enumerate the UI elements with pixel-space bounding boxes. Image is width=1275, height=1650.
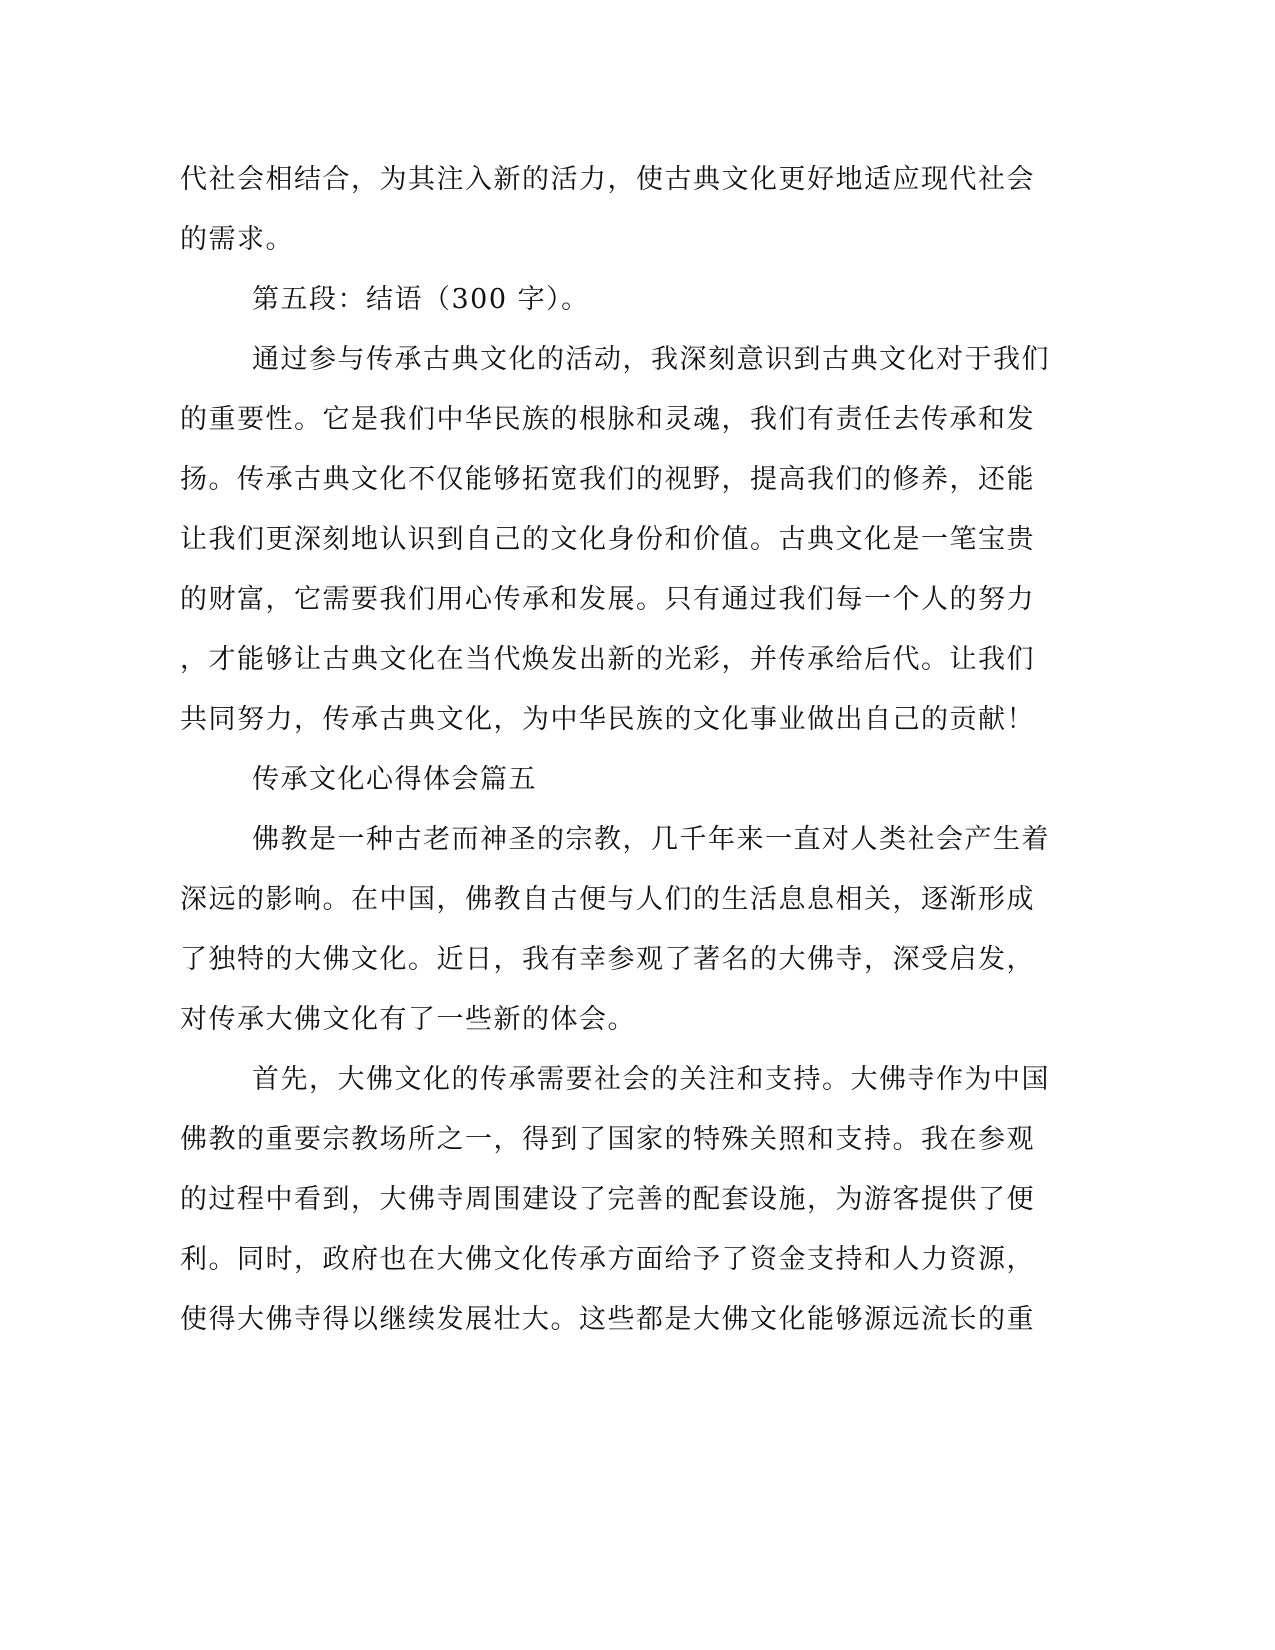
text-line: 对传承大佛文化有了一些新的体会。 — [180, 1004, 636, 1035]
text-line: 首先，大佛文化的传承需要社会的关注和支持。大佛寺作为中国 — [252, 1064, 1050, 1095]
text-line: 深远的影响。在中国，佛教自古便与人们的生活息息相关，逐渐形成 — [180, 884, 1035, 915]
text-line: 的过程中看到，大佛寺周围建设了完善的配套设施，为游客提供了便 — [180, 1184, 1035, 1215]
article-title: 传承文化心得体会篇五 — [252, 764, 537, 795]
text-line: 的重要性。它是我们中华民族的根脉和灵魂，我们有责任去传承和发 — [180, 404, 1035, 435]
text-line: 的财富，它需要我们用心传承和发展。只有通过我们每一个人的努力 — [180, 584, 1035, 615]
text-line: 佛教是一种古老而神圣的宗教，几千年来一直对人类社会产生着 — [252, 824, 1050, 855]
section-heading: 第五段：结语（300 字）。 — [252, 284, 590, 315]
text-line: 利。同时，政府也在大佛文化传承方面给予了资金支持和人力资源， — [180, 1244, 1035, 1275]
text-line: 代社会相结合，为其注入新的活力，使古典文化更好地适应现代社会 — [180, 164, 1035, 195]
text-line: 共同努力，传承古典文化，为中华民族的文化事业做出自己的贡献！ — [180, 704, 1035, 735]
text-line: 佛教的重要宗教场所之一，得到了国家的特殊关照和支持。我在参观 — [180, 1124, 1035, 1155]
text-line: 扬。传承古典文化不仅能够拓宽我们的视野，提高我们的修养，还能 — [180, 464, 1035, 495]
text-line: 了独特的大佛文化。近日，我有幸参观了著名的大佛寺，深受启发， — [180, 944, 1035, 975]
document-body — [180, 150, 1050, 1350]
text-line: 使得大佛寺得以继续发展壮大。这些都是大佛文化能够源远流长的重 — [180, 1304, 1035, 1335]
text-line: 让我们更深刻地认识到自己的文化身份和价值。古典文化是一笔宝贵 — [180, 524, 1035, 555]
text-line: 的需求。 — [180, 224, 294, 255]
text-line: ，才能够让古典文化在当代焕发出新的光彩，并传承给后代。让我们 — [180, 644, 1035, 675]
text-line: 通过参与传承古典文化的活动，我深刻意识到古典文化对于我们 — [252, 344, 1050, 375]
